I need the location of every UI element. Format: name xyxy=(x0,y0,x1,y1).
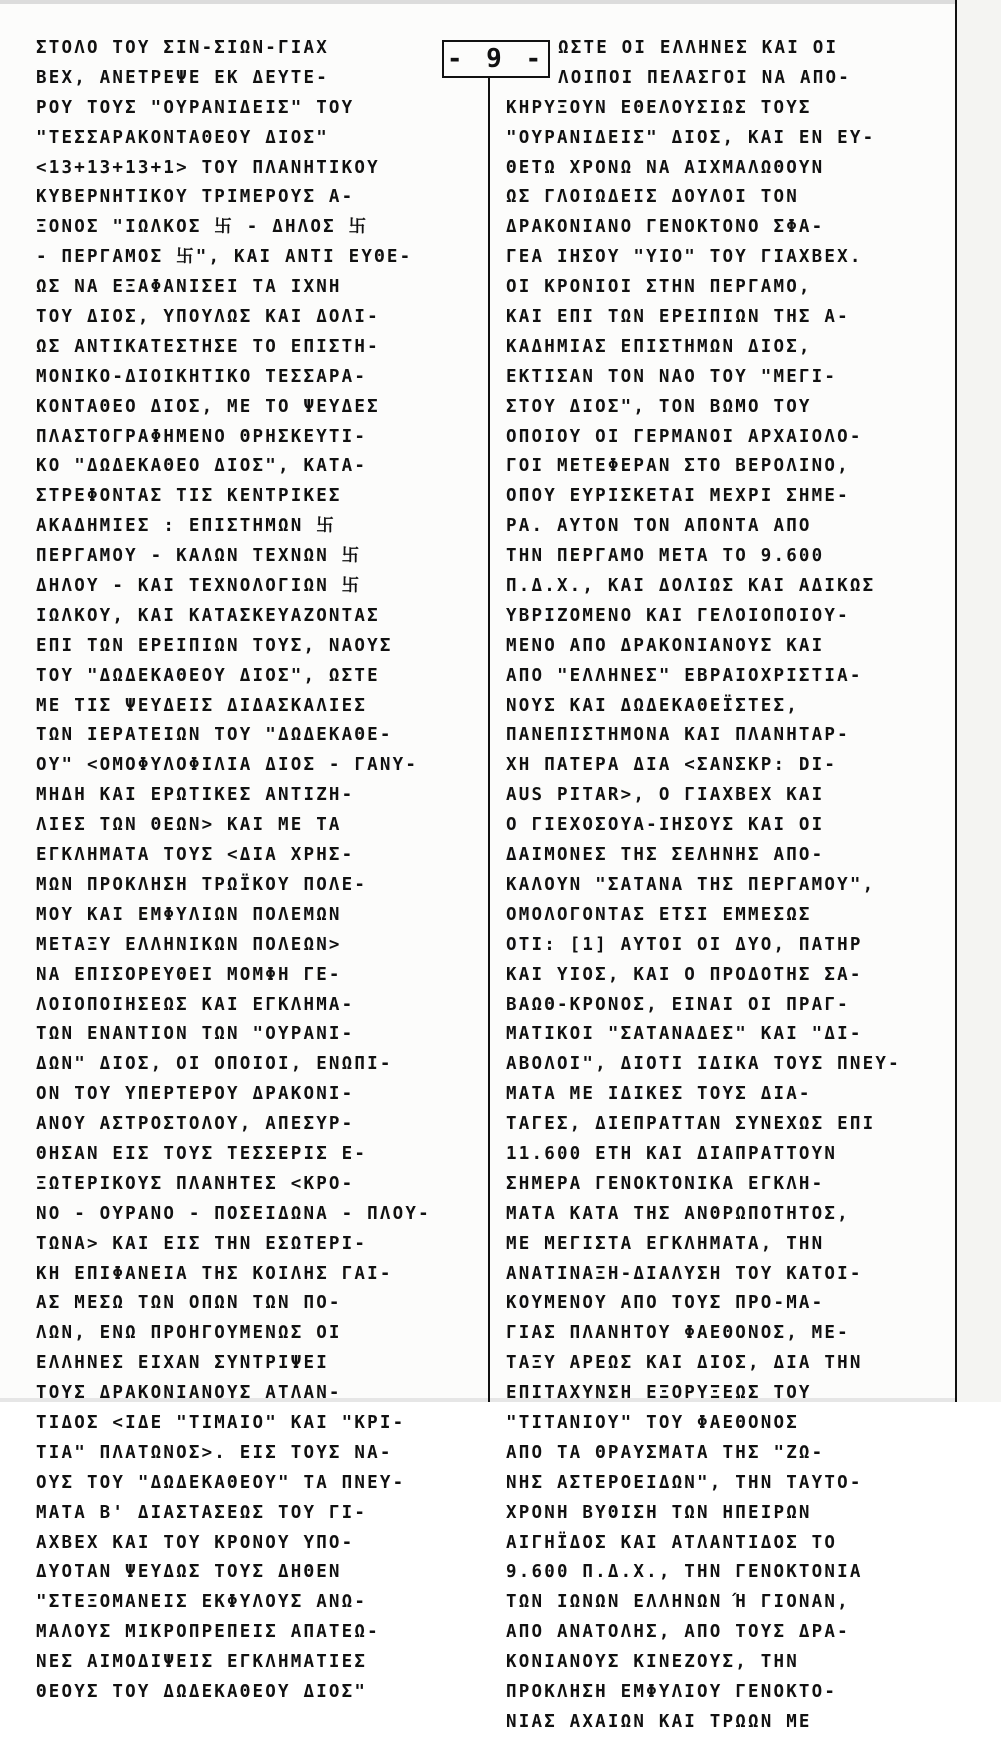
left-column-line: ΜΗΔΗ ΚΑΙ ΕΡΩΤΙΚΕΣ ΑΝΤΙΖΗ- xyxy=(36,785,355,806)
right-column-line: ΤΩΝ ΙΩΝΩΝ ΕΛΛΗΝΩΝ Ή ΓΙΟΝΑΝ, xyxy=(506,1592,850,1613)
left-column-line: ΠΕΡΓΑΜΟΥ - ΚΑΛΩΝ ΤΕΧΝΩΝ 卐 xyxy=(36,546,362,567)
right-column-line: ΘΕΤΩ ΧΡΟΝΩ ΝΑ ΑΙΧΜΑΛΩΘΟΥΝ xyxy=(506,157,825,178)
left-column-line: ΕΓΚΛΗΜΑΤΑ ΤΟΥΣ <ΔΙΑ ΧΡΗΣ- xyxy=(36,845,355,866)
right-column-line: ΑΠΟ ΤΑ ΘΡΑΥΣΜΑΤΑ ΤΗΣ "ΖΩ- xyxy=(506,1442,825,1463)
left-column-line: ΒΕΧ, ΑΝΕΤΡΕΨΕ ΕΚ ΔΕΥΤΕ- xyxy=(36,67,329,88)
right-column-line: ΤΑΓΕΣ, ΔΙΕΠΡΑΤΤΑΝ ΣΥΝΕΧΩΣ ΕΠΙ xyxy=(506,1114,876,1135)
left-column-line: ΤΟΥΣ ΔΡΑΚΟΝΙΑΝΟΥΣ ΑΤΛΑΝ- xyxy=(36,1383,342,1404)
left-column-line: ΤΟΥ "ΔΩΔΕΚΑΘΕΟΥ ΔΙΟΣ", ΩΣΤΕ xyxy=(36,665,380,686)
left-column-line: ΝΟ - ΟΥΡΑΝΟ - ΠΟΣΕΙΔΩΝΑ - ΠΛΟΥ- xyxy=(36,1203,431,1224)
left-column-line: ΜΕΤΑΞΥ ΕΛΛΗΝΙΚΩΝ ΠΟΛΕΩΝ> xyxy=(36,934,342,955)
right-column-line: ΑΠΟ "ΕΛΛΗΝΕΣ" ΕΒΡΑΙΟΧΡΙΣΤΙΑ- xyxy=(506,665,863,686)
right-column-line: ΝΙΑΣ ΑΧΑΙΩΝ ΚΑΙ ΤΡΩΩΝ ΜΕ xyxy=(506,1711,812,1732)
right-column-line: ΓΕΑ ΙΗΣΟΥ "ΥΙΟ" ΤΟΥ ΓΙΑΧΒΕΧ. xyxy=(506,247,863,268)
right-column-line: ΩΣΤΕ ΟΙ ΕΛΛΗΝΕΣ ΚΑΙ ΟΙ xyxy=(558,38,839,58)
left-column-line: ΚΟΝΤΑΘΕΟ ΔΙΟΣ, ΜΕ ΤΟ ΨΕΥΔΕΣ xyxy=(36,396,380,417)
left-column-line: ΤΙΔΟΣ <ΙΔΕ "ΤΙΜΑΙΟ" ΚΑΙ "ΚΡΙ- xyxy=(36,1412,406,1433)
right-column-line: Ο ΓΙΕΧΟΣΟΥΑ-ΙΗΣΟΥΣ ΚΑΙ ΟΙ xyxy=(506,815,825,836)
right-column-line: ΟΤΙ: [1] ΑΥΤΟΙ ΟΙ ΔΥΟ, ΠΑΤΗΡ xyxy=(506,934,863,955)
right-column-line: ΝΟΥΣ ΚΑΙ ΔΩΔΕΚΑΘΕΪΣΤΕΣ, xyxy=(506,695,799,716)
left-column-line: ΘΗΣΑΝ ΕΙΣ ΤΟΥΣ ΤΕΣΣΕΡΙΣ Ε- xyxy=(36,1143,368,1164)
paper-edge-right xyxy=(955,0,1001,1402)
right-column-line: ΟΙ ΚΡΟΝΙΟΙ ΣΤΗΝ ΠΕΡΓΑΜΟ, xyxy=(506,277,812,298)
right-column-line: ΑΠΟ ΑΝΑΤΟΛΗΣ, ΑΠΟ ΤΟΥΣ ΔΡΑ- xyxy=(506,1622,850,1643)
left-column-line: ΤΟΥ ΔΙΟΣ, ΥΠΟΥΛΩΣ ΚΑΙ ΔΟΛΙ- xyxy=(36,307,380,328)
right-column-line: ΜΑΤΙΚΟΙ "ΣΑΤΑΝΑΔΕΣ" ΚΑΙ "ΔΙ- xyxy=(506,1024,863,1045)
right-column-line: ΤΗΝ ΠΕΡΓΑΜΟ ΜΕΤΑ ΤΟ 9.600 xyxy=(506,546,825,567)
left-column-line: ΡΟΥ ΤΟΥΣ "ΟΥΡΑΝΙΔΕΙΣ" ΤΟΥ xyxy=(36,97,355,118)
left-column-line: ΤΩΝΑ> ΚΑΙ ΕΙΣ ΤΗΝ ΕΣΩΤΕΡΙ- xyxy=(36,1233,368,1254)
left-column-line: ΑΚΑΔΗΜΙΕΣ : ΕΠΙΣΤΗΜΩΝ 卐 xyxy=(36,516,336,537)
right-column-line: ΓΟΙ ΜΕΤΕΦΕΡΑΝ ΣΤΟ ΒΕΡΟΛΙΝΟ, xyxy=(506,456,850,477)
right-column-line: 11.600 ΕΤΗ ΚΑΙ ΔΙΑΠΡΑΤΤΟΥΝ xyxy=(506,1143,838,1164)
right-column-line: ΡΑ. ΑΥΤΟΝ ΤΟΝ ΑΠΟΝΤΑ ΑΠΟ xyxy=(506,516,812,537)
page-number: - 9 - xyxy=(442,40,550,78)
right-column-line: ΔΑΙΜΟΝΕΣ ΤΗΣ ΣΕΛΗΝΗΣ ΑΠΟ- xyxy=(506,845,825,866)
left-column-line: ΛΩΝ, ΕΝΩ ΠΡΟΗΓΟΥΜΕΝΩΣ ΟΙ xyxy=(36,1323,342,1344)
left-column-line: ΜΟΥ ΚΑΙ ΕΜΦΥΛΙΩΝ ΠΟΛΕΜΩΝ xyxy=(36,904,342,925)
right-column-line: ΚΟΥΜΕΝΟΥ ΑΠΟ ΤΟΥΣ ΠΡΟ-ΜΑ- xyxy=(506,1293,825,1314)
left-column-line: ΑΝΟΥ ΑΣΤΡΟΣΤΟΛΟΥ, ΑΠΕΣΥΡ- xyxy=(36,1114,355,1135)
right-column-line: ΧΡΟΝΗ ΒΥΘΙΣΗ ΤΩΝ ΗΠΕΙΡΩΝ xyxy=(506,1502,812,1523)
right-column-line: ΑΒΟΛΟΙ", ΔΙΟΤΙ ΙΔΙΚΑ ΤΟΥΣ ΠΝΕΥ- xyxy=(506,1054,901,1075)
right-column-line: 9.600 Π.Δ.Χ., ΤΗΝ ΓΕΝΟΚΤΟΝΙΑ xyxy=(506,1562,863,1583)
right-column-line: ΜΑΤΑ ΜΕ ΙΔΙΚΕΣ ΤΟΥΣ ΔΙΑ- xyxy=(506,1084,812,1105)
left-column-line: ΩΣ ΑΝΤΙΚΑΤΕΣΤΗΣΕ ΤΟ ΕΠΙΣΤΗ- xyxy=(36,336,380,357)
left-column-line: ΑΧΒΕΧ ΚΑΙ ΤΟΥ ΚΡΟΝΟΥ ΥΠΟ- xyxy=(36,1532,355,1553)
left-column-line: ΟΝ ΤΟΥ ΥΠΕΡΤΕΡΟΥ ΔΡΑΚΟΝΙ- xyxy=(36,1084,355,1105)
right-column-line: ΠΑΝΕΠΙΣΤΗΜΟΝΑ ΚΑΙ ΠΛΑΝΗΤΑΡ- xyxy=(506,725,850,746)
right-column-line: ΑΝΑΤΙΝΑΞΗ-ΔΙΑΛΥΣΗ ΤΟΥ ΚΑΤΟΙ- xyxy=(506,1263,863,1284)
paper-edge-top xyxy=(0,0,1001,4)
left-column-line: ΤΩΝ ΙΕΡΑΤΕΙΩΝ ΤΟΥ "ΔΩΔΕΚΑΘΕ- xyxy=(36,725,393,746)
left-column-line: ΕΠΙ ΤΩΝ ΕΡΕΙΠΙΩΝ ΤΟΥΣ, ΝΑΟΥΣ xyxy=(36,635,393,656)
right-column-line: ΜΕ ΜΕΓΙΣΤΑ ΕΓΚΛΗΜΑΤΑ, ΤΗΝ xyxy=(506,1233,825,1254)
right-column-line: ΠΡΟΚΛΗΣΗ ΕΜΦΥΛΙΟΥ ΓΕΝΟΚΤΟ- xyxy=(506,1681,838,1702)
left-column-line: ΑΣ ΜΕΣΩ ΤΩΝ ΟΠΩΝ ΤΩΝ ΠΟ- xyxy=(36,1293,342,1314)
left-column-line: ΜΟΝΙΚΟ-ΔΙΟΙΚΗΤΙΚΟ ΤΕΣΣΑΡΑ- xyxy=(36,366,368,387)
left-column-line: ΣΤΡΕΦΟΝΤΑΣ ΤΙΣ ΚΕΝΤΡΙΚΕΣ xyxy=(36,486,342,507)
right-column-line: ΚΟΝΙΑΝΟΥΣ ΚΙΝΕΖΟΥΣ, ΤΗΝ xyxy=(506,1652,799,1673)
right-column-line: ΟΠΟΥ ΕΥΡΙΣΚΕΤΑΙ ΜΕΧΡΙ ΣΗΜΕ- xyxy=(506,486,850,507)
left-column-line: ΤΩΝ ΕΝΑΝΤΙΟΝ ΤΩΝ "ΟΥΡΑΝΙ- xyxy=(36,1024,355,1045)
right-column-line: ΣΤΟΥ ΔΙΟΣ", ΤΟΝ ΒΩΜΟ ΤΟΥ xyxy=(506,396,812,417)
left-column-line: ΜΑΤΑ Β' ΔΙΑΣΤΑΣΕΩΣ ΤΟΥ ΓΙ- xyxy=(36,1502,368,1523)
left-column-line: ΔΗΛΟΥ - ΚΑΙ ΤΕΧΝΟΛΟΓΙΩΝ 卐 xyxy=(36,576,362,597)
right-column-line: ΝΗΣ ΑΣΤΕΡΟΕΙΔΩΝ", ΤΗΝ ΤΑΥΤΟ- xyxy=(506,1472,863,1493)
left-column-line: ΕΛΛΗΝΕΣ ΕΙΧΑΝ ΣΥΝΤΡΙΨΕΙ xyxy=(36,1353,329,1374)
right-column-line: ΕΚΤΙΣΑΝ ΤΟΝ ΝΑΟ ΤΟΥ "ΜΕΓΙ- xyxy=(506,366,838,387)
right-column-line: ΚΑΙ ΥΙΟΣ, ΚΑΙ Ο ΠΡΟΔΟΤΗΣ ΣΑ- xyxy=(506,964,863,985)
right-column-line: ΧΗ ΠΑΤΕΡΑ ΔΙΑ <ΣΑΝΣΚΡ: DI- xyxy=(506,755,838,776)
right-column-line: ΣΗΜΕΡΑ ΓΕΝΟΚΤΟΝΙΚΑ ΕΓΚΛΗ- xyxy=(506,1173,825,1194)
left-column-line: ΘΕΟΥΣ ΤΟΥ ΔΩΔΕΚΑΘΕΟΥ ΔΙΟΣ" xyxy=(36,1681,368,1702)
right-column-line: ΑΙΓΗΪΔΟΣ ΚΑΙ ΑΤΛΑΝΤΙΔΟΣ ΤΟ xyxy=(506,1532,838,1553)
right-column-line: ΟΠΟΙΟΥ ΟΙ ΓΕΡΜΑΝΟΙ ΑΡΧΑΙΟΛΟ- xyxy=(506,426,863,447)
left-column-line: ΙΩΛΚΟΥ, ΚΑΙ ΚΑΤΑΣΚΕΥΑΖΟΝΤΑΣ xyxy=(36,605,380,626)
left-column-line: ΜΩΝ ΠΡΟΚΛΗΣΗ ΤΡΩΪΚΟΥ ΠΟΛΕ- xyxy=(36,874,368,895)
right-column-line: ΚΗΡΥΞΟΥΝ ΕΘΕΛΟΥΣΙΩΣ ΤΟΥΣ xyxy=(506,97,812,118)
right-column-line: ΕΠΙΤΑΧΥΝΣΗ ΕΞΟΡΥΞΕΩΣ ΤΟΥ xyxy=(506,1383,812,1404)
left-column-line: ΜΑΛΟΥΣ ΜΙΚΡΟΠΡΕΠΕΙΣ ΑΠΑΤΕΩ- xyxy=(36,1622,380,1643)
right-column-line: ΤΑΞΥ ΑΡΕΩΣ ΚΑΙ ΔΙΟΣ, ΔΙΑ ΤΗΝ xyxy=(506,1353,863,1374)
right-column-line: ΑUS PITAR>, Ο ΓΙΑΧΒΕΧ ΚΑΙ xyxy=(506,785,825,806)
right-column-line: ΚΑΛΟΥΝ "ΣΑΤΑΝΑ ΤΗΣ ΠΕΡΓΑΜΟΥ", xyxy=(506,874,876,895)
left-column-line: "ΤΕΣΣΑΡΑΚΟΝΤΑΘΕΟΥ ΔΙΟΣ" xyxy=(36,127,329,148)
left-column-line: "ΣΤΕΞΟΜΑΝΕΙΣ ΕΚΦΥΛΟΥΣ ΑΝΩ- xyxy=(36,1592,368,1613)
left-column-line: ΤΙΑ" ΠΛΑΤΩΝΟΣ>. ΕΙΣ ΤΟΥΣ ΝΑ- xyxy=(36,1442,393,1463)
left-column-line: ΝΕΣ ΑΙΜΟΔΙΨΕΙΣ ΕΓΚΛΗΜΑΤΙΕΣ xyxy=(36,1652,368,1673)
right-column-line: "ΤΙΤΑΝΙΟΥ" ΤΟΥ ΦΑΕΘΟΝΟΣ xyxy=(506,1412,799,1433)
left-column-line: ΚΟ "ΔΩΔΕΚΑΘΕΟ ΔΙΟΣ", ΚΑΤΑ- xyxy=(36,456,368,477)
left-text-column xyxy=(36,34,488,1708)
left-column-line: ΣΤΟΛΟ ΤΟΥ ΣΙΝ-ΣΙΩΝ-ΓΙΑΧ xyxy=(36,38,329,58)
right-column-line: ΔΡΑΚΟΝΙΑΝΟ ΓΕΝΟΚΤΟΝΟ ΣΦΑ- xyxy=(506,217,825,238)
right-column-line: ΛΟΙΠΟΙ ΠΕΛΑΣΓΟΙ ΝΑ ΑΠΟ- xyxy=(558,67,851,88)
column-divider-line xyxy=(488,40,490,1402)
right-column-line: Π.Δ.Χ., ΚΑΙ ΔΟΛΙΩΣ ΚΑΙ ΑΔΙΚΩΣ xyxy=(506,576,876,597)
right-column-line: ΓΙΑΣ ΠΛΑΝΗΤΟΥ ΦΑΕΘΟΝΟΣ, ΜΕ- xyxy=(506,1323,850,1344)
left-column-line: ΩΣ ΝΑ ΕΞΑΦΑΝΙΣΕΙ ΤΑ ΙΧΝΗ xyxy=(36,277,342,298)
right-column-line: "ΟΥΡΑΝΙΔΕΙΣ" ΔΙΟΣ, ΚΑΙ ΕΝ ΕΥ- xyxy=(506,127,876,148)
right-text-column xyxy=(506,34,958,1738)
right-column-line: ΒΑΩΘ-ΚΡΟΝΟΣ, ΕΙΝΑΙ ΟΙ ΠΡΑΓ- xyxy=(506,994,850,1015)
right-column-line: ΥΒΡΙΖΟΜΕΝΟ ΚΑΙ ΓΕΛΟΙΟΠΟΙΟΥ- xyxy=(506,605,850,626)
left-column-line: ΛΟΙΟΠΟΙΗΣΕΩΣ ΚΑΙ ΕΓΚΛΗΜΑ- xyxy=(36,994,355,1015)
right-column-line: ΜΕΝΟ ΑΠΟ ΔΡΑΚΟΝΙΑΝΟΥΣ ΚΑΙ xyxy=(506,635,825,656)
right-column-line: ΜΑΤΑ ΚΑΤΑ ΤΗΣ ΑΝΘΡΩΠΟΤΗΤΟΣ, xyxy=(506,1203,850,1224)
left-column-line: - ΠΕΡΓΑΜΟΣ 卐", ΚΑΙ ΑΝΤΙ ΕΥΘΕ- xyxy=(36,247,413,268)
left-column-line: ΔΥΟΤΑΝ ΨΕΥΔΩΣ ΤΟΥΣ ΔΗΘΕΝ xyxy=(36,1562,342,1583)
left-column-line: ΜΕ ΤΙΣ ΨΕΥΔΕΙΣ ΔΙΔΑΣΚΑΛΙΕΣ xyxy=(36,695,368,716)
left-column-line: ΚΗ ΕΠΙΦΑΝΕΙΑ ΤΗΣ ΚΟΙΛΗΣ ΓΑΙ- xyxy=(36,1263,393,1284)
left-column-line: <13+13+13+1> ΤΟΥ ΠΛΑΝΗΤΙΚΟΥ xyxy=(36,157,380,178)
right-column-line: ΚΑΔΗΜΙΑΣ ΕΠΙΣΤΗΜΩΝ ΔΙΟΣ, xyxy=(506,336,812,357)
right-column-line: ΩΣ ΓΛΟΙΩΔΕΙΣ ΔΟΥΛΟΙ ΤΟΝ xyxy=(506,187,799,208)
right-column-line: ΚΑΙ ΕΠΙ ΤΩΝ ΕΡΕΙΠΙΩΝ ΤΗΣ Α- xyxy=(506,307,850,328)
right-column-line: ΟΜΟΛΟΓΟΝΤΑΣ ΕΤΣΙ ΕΜΜΕΣΩΣ xyxy=(506,904,812,925)
left-column-line: ΚΥΒΕΡΝΗΤΙΚΟΥ ΤΡΙΜΕΡΟΥΣ Α- xyxy=(36,187,355,208)
left-column-line: ΟΥ" <ΟΜΟΦΥΛΟΦΙΛΙΑ ΔΙΟΣ - ΓΑΝΥ- xyxy=(36,755,419,776)
left-column-line: ΟΥΣ ΤΟΥ "ΔΩΔΕΚΑΘΕΟΥ" ΤΑ ΠΝΕΥ- xyxy=(36,1472,406,1493)
left-column-line: ΔΩΝ" ΔΙΟΣ, ΟΙ ΟΠΟΙΟΙ, ΕΝΩΠΙ- xyxy=(36,1054,393,1075)
left-column-line: ΞΟΝΟΣ "ΙΩΛΚΟΣ 卐 - ΔΗΛΟΣ 卐 xyxy=(36,217,369,238)
left-column-line: ΞΩΤΕΡΙΚΟΥΣ ΠΛΑΝΗΤΕΣ <ΚΡΟ- xyxy=(36,1173,355,1194)
left-column-line: ΛΙΕΣ ΤΩΝ ΘΕΩΝ> ΚΑΙ ΜΕ ΤΑ xyxy=(36,815,342,836)
left-column-line: ΝΑ ΕΠΙΣΟΡΕΥΘΕΙ ΜΟΜΦΗ ΓΕ- xyxy=(36,964,342,985)
left-column-line: ΠΛΑΣΤΟΓΡΑΦΗΜΕΝΟ ΘΡΗΣΚΕΥΤΙ- xyxy=(36,426,368,447)
